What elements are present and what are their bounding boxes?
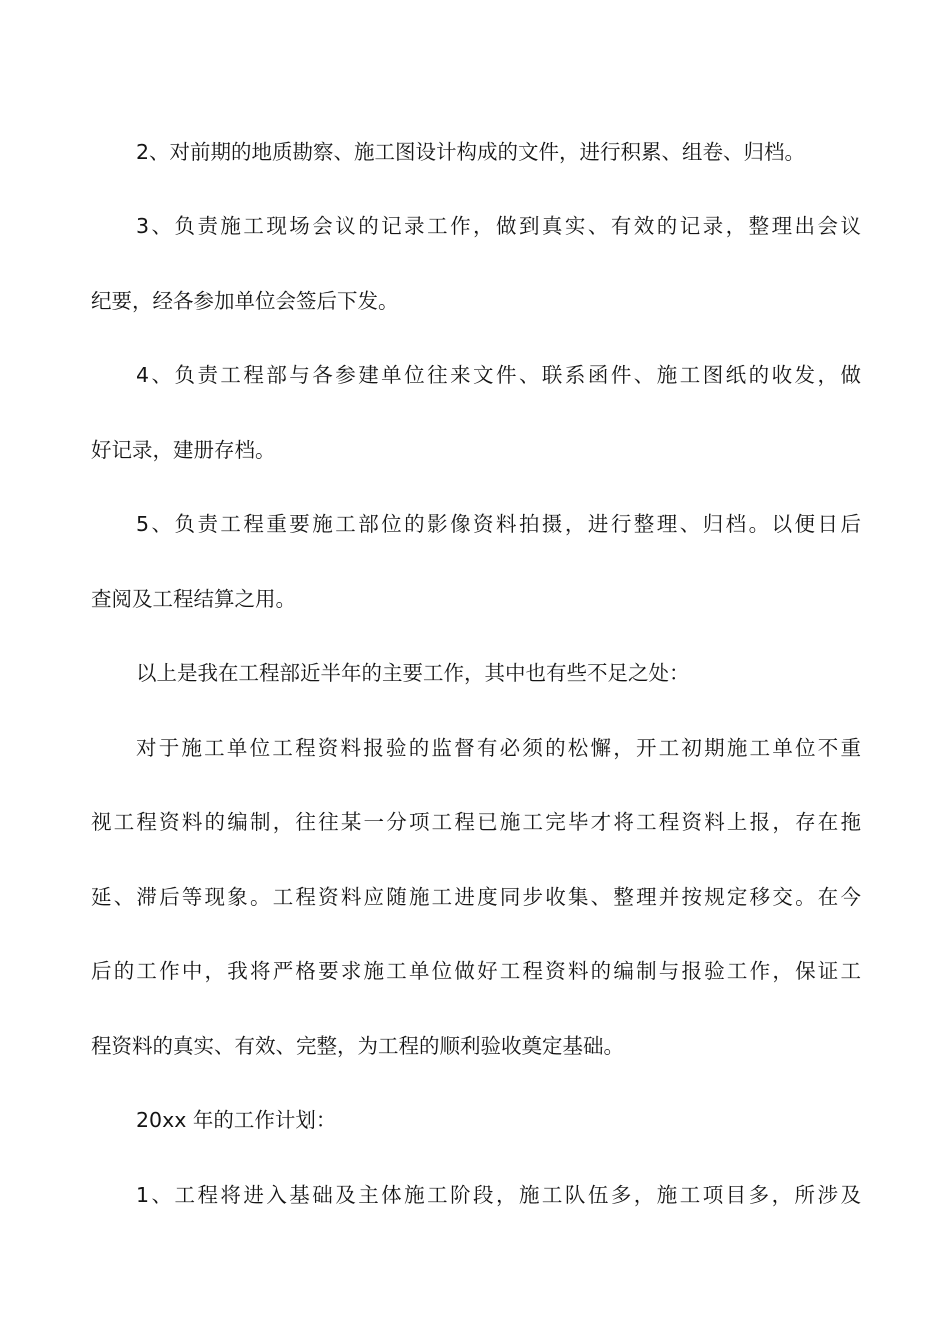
paragraph-item-4-line-1: 4、负责工程部与各参建单位往来文件、联系函件、施工图纸的收发，做: [136, 363, 861, 387]
paragraph-item-3-line-2: 纪要，经各参加单位会签后下发。: [91, 289, 399, 313]
paragraph-shortcomings-line-3: 延、滞后等现象。工程资料应随施工进度同步收集、整理并按规定移交。在今: [91, 885, 861, 909]
section-heading-work-plan: 20xx 年的工作计划：: [136, 1108, 337, 1132]
paragraph-shortcomings-line-4: 后的工作中，我将严格要求施工单位做好工程资料的编制与报验工作，保证工: [91, 959, 861, 983]
paragraph-summary: 以上是我在工程部近半年的主要工作，其中也有些不足之处：: [136, 661, 690, 685]
paragraph-shortcomings-line-5: 程资料的真实、有效、完整，为工程的顺利验收奠定基础。: [91, 1034, 624, 1058]
plan-item-1-line-1: 1、工程将进入基础及主体施工阶段，施工队伍多，施工项目多，所涉及: [136, 1183, 861, 1207]
paragraph-item-5-line-1: 5、负责工程重要施工部位的影像资料拍摄，进行整理、归档。以便日后: [136, 512, 861, 536]
paragraph-item-4-line-2: 好记录，建册存档。: [91, 438, 276, 462]
paragraph-item-2-line-1: 2、对前期的地质勘察、施工图设计构成的文件，进行积累、组卷、归档。: [136, 140, 806, 164]
paragraph-shortcomings-line-2: 视工程资料的编制，往往某一分项工程已施工完毕才将工程资料上报，存在拖: [91, 810, 861, 834]
paragraph-item-5-line-2: 查阅及工程结算之用。: [91, 587, 296, 611]
paragraph-item-3-line-1: 3、负责施工现场会议的记录工作，做到真实、有效的记录，整理出会议: [136, 214, 861, 238]
paragraph-shortcomings-line-1: 对于施工单位工程资料报验的监督有必须的松懈，开工初期施工单位不重: [136, 736, 861, 760]
